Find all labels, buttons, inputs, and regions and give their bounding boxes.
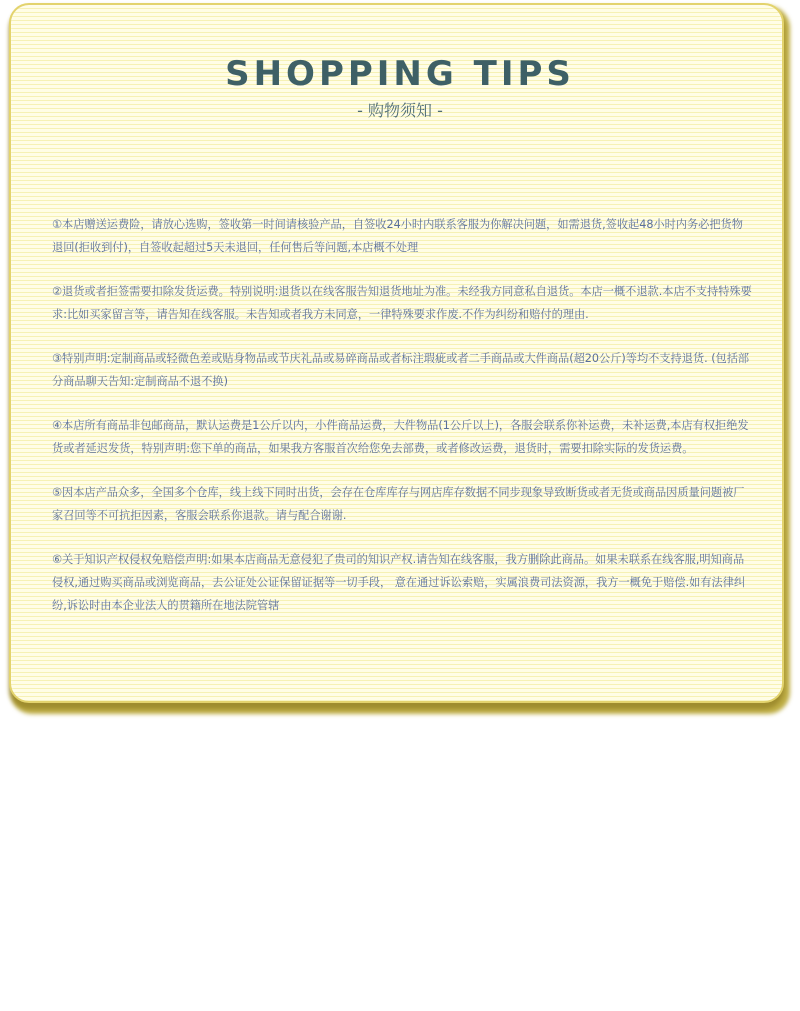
tip-item: ⑥关于知识产权侵权免赔偿声明:如果本店商品无意侵犯了贵司的知识产权.请告知在线客服，我方删除此商品。如果未联系在线客服,明知商品侵权,通过购买商品或浏览商品，去公证处公证保留证据等一切手段， 意在通过诉讼索赔，实属浪费司法资源，我方一概免于赔偿.如有法律纠纷,诉讼时由本企业法人的贯籍所在地法院管辖: [52, 553, 746, 612]
page-subtitle: - 购物须知 -: [357, 101, 443, 120]
tip-item: ④本店所有商品非包邮商品，默认运费是1公斤以内，小件商品运费，大件物品(1公斤以上)，各服会联系你补运费，未补运费,本店有权拒绝发货或者延迟发货，特别声明:您下单的商品，如果我方客服首次给您免去部费，或者修改运费，退货时，需要扣除实际的发货运费。: [52, 419, 749, 455]
tip-item: ②退货或者拒签需要扣除发货运费。特别说明:退货以在线客服告知退货地址为准。未经我方同意私自退货。本店一概不退款.本店不支持特殊要求:比如买家留言等，请告知在线客服。未告知或者我方未同意，一律特殊要求作废.不作为纠纷和赔付的理由.: [52, 285, 752, 321]
tip-item: ③特别声明:定制商品或轻微色差或贴身物品或节庆礼品或易碎商品或者标注瑕疵或者二手商品或大件商品(超20公斤)等均不支持退货. (包括部分商品聊天告知:定制商品不退不换): [52, 352, 750, 388]
tips-list: [52, 213, 752, 638]
tip-item: ①本店赠送运费险，请放心选购，签收第一时间请核验产品，自签收24小时内联系客服为你解决问题，如需退货,签收起48小时内务必把货物退回(拒收到付)，自签收起超过5天未退回，任何售后等问题,本店概不处理: [52, 218, 743, 254]
page-title: SHOPPING TIPS: [225, 54, 575, 94]
tip-item: ⑤因本店产品众多，全国多个仓库，线上线下同时出货，会存在仓库库存与网店库存数据不同步现象导致断货或者无货或商品因质量问题被厂家召回等不可抗拒因素，客服会联系你退款。请与配合谢谢.: [52, 486, 745, 522]
